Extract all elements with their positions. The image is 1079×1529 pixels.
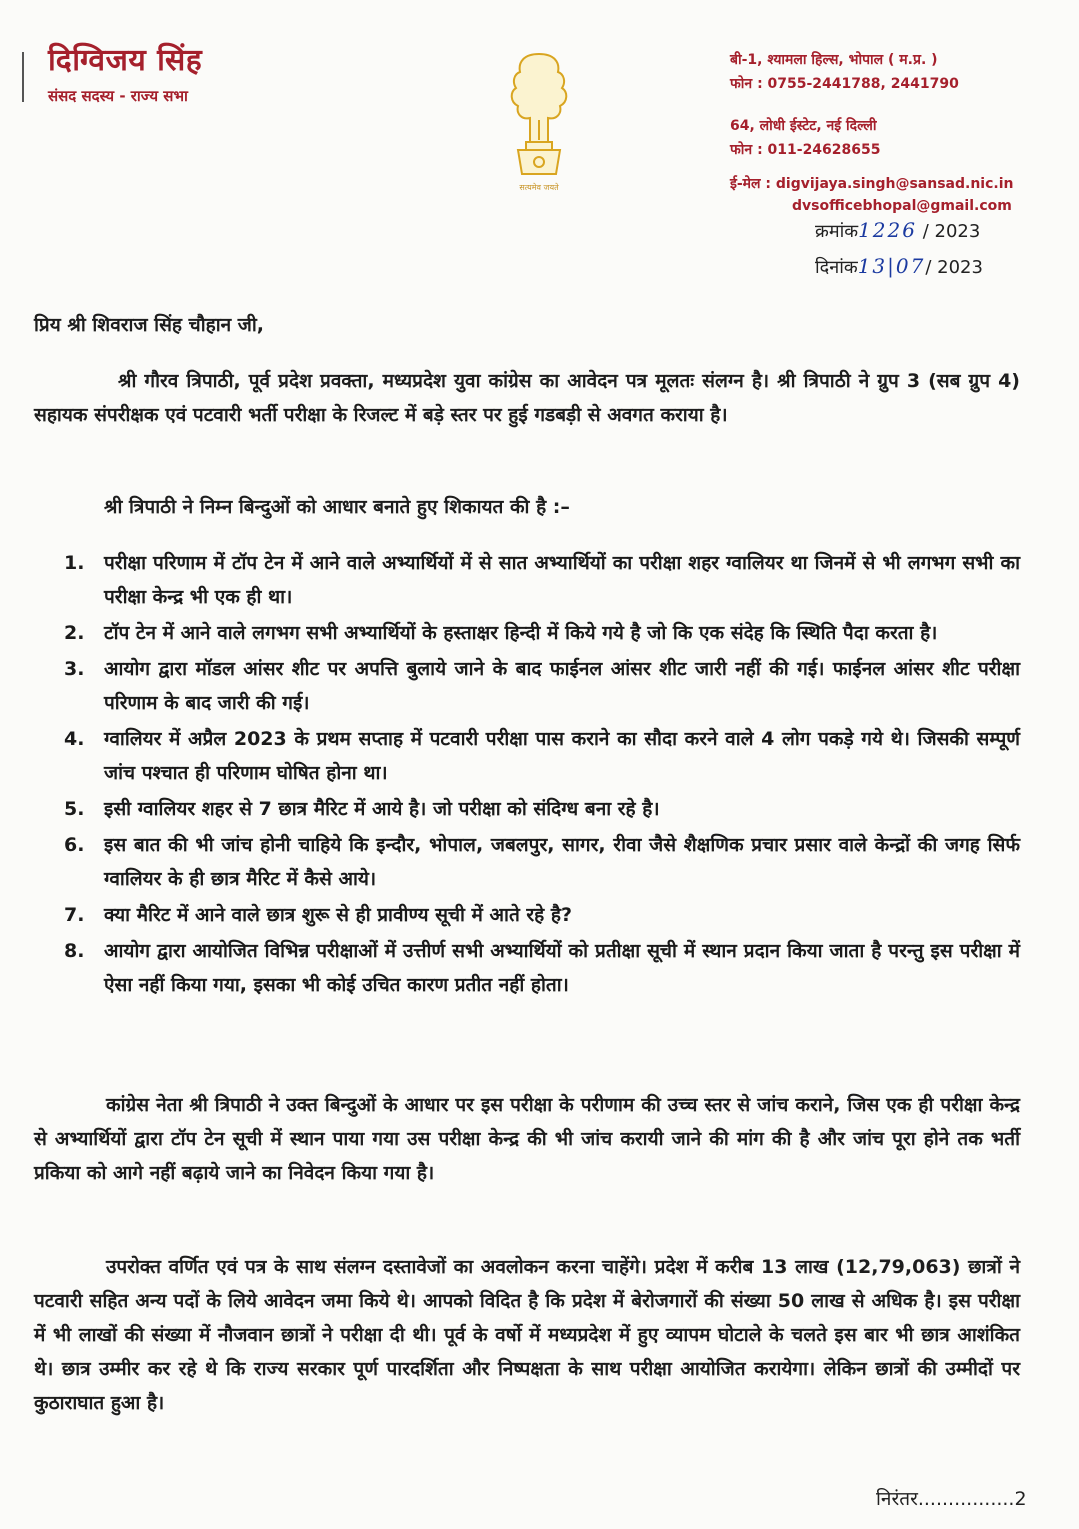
delhi-address: 64, लोधी ईस्टेट, नई दिल्ली <box>730 118 877 134</box>
email-line <box>730 174 1013 193</box>
point-number: 5. <box>64 798 85 820</box>
sender-name: दिग्विजय सिंह <box>48 43 203 78</box>
email-label: ई-मेल : <box>730 176 776 192</box>
point-text: टॉप टेन में आने वाले लगभग सभी अभ्यार्थियों के हस्ताक्षर हिन्दी में किये गये है जो कि एक संदेह कि स्थिति पैदा करता है। <box>104 622 938 644</box>
point-text: क्या मैरिट में आने वाले छात्र शुरू से ही प्रावीण्य सूची में आते रहे है? <box>104 904 572 926</box>
point-text: परीक्षा परिणाम में टॉप टेन में आने वाले अभ्यार्थियों में से सात अभ्यार्थियों का परीक्षा शहर ग्वालियर था जिनमें से भी लगभग सभी का परीक्षा केन्द्र भी एक ही था। <box>104 552 1020 608</box>
bhopal-address: बी-1, श्यामला हिल्स, भोपाल ( म.प्र. ) <box>730 52 938 68</box>
point-text: इसी ग्वालियर शहर से 7 छात्र मैरिट में आये है। जो परीक्षा को संदिग्ध बना रहे है। <box>104 798 660 820</box>
margin-mark <box>22 52 24 102</box>
paragraph-intro: श्री गौरव त्रिपाठी, पूर्व प्रदेश प्रवक्ता, मध्यप्रदेश युवा कांग्रेस का आवेदन पत्र मूलतः संलग्न है। श्री त्रिपाठी ने ग्रुप 3 (सब ग्रुप 4) सहायक संपरीक्षक एवं पटवारी भर्ती परीक्षा के रिजल्ट में बड़े स्तर पर हुई गडबड़ी से अवगत कराया है। <box>34 370 1020 426</box>
sender-designation: संसद सदस्य - राज्य सभा <box>48 87 188 105</box>
reference-number-label: क्रमांक <box>815 221 859 242</box>
points-intro: श्री त्रिपाठी ने निम्न बिन्दुओं को आधार बनाते हुए शिकायत की है :– <box>104 496 570 518</box>
reference-date <box>815 254 983 279</box>
point-text: ग्वालियर में अप्रैल 2023 के प्रथम सप्ताह में पटवारी परीक्षा पास कराने का सौदा करने वाले 4 लोग पकड़े गये थे। जिसकी सम्पूर्ण जांच पश्चात ही परिणाम घोषित होना था। <box>104 728 1020 784</box>
point-number: 7. <box>64 904 85 926</box>
complaint-points-list <box>34 546 1020 1004</box>
emblem-motto: सत्यमेव जयते <box>519 183 559 192</box>
national-emblem-icon <box>496 46 582 196</box>
complaint-point <box>34 934 1020 1002</box>
bhopal-phone: फोन : 0755-2441788, 2441790 <box>730 76 959 92</box>
point-number: 4. <box>64 728 85 750</box>
reference-number-handwritten: 1226 <box>858 218 917 242</box>
complaint-point <box>34 828 1020 896</box>
email-primary[interactable]: digvijaya.singh@sansad.nic.in <box>775 176 1014 192</box>
complaint-point <box>34 616 1020 650</box>
salutation: प्रिय श्री शिवराज सिंह चौहान जी, <box>34 314 265 336</box>
point-number: 1. <box>64 552 85 574</box>
reference-number <box>815 218 980 243</box>
paragraph-context: उपरोक्त वर्णित एवं पत्र के साथ संलग्न दस्तावेजों का अवलोकन करना चाहेंगे। प्रदेश में करीब 13 लाख (12,79,063) छात्रों ने पटवारी सहित अन्य पदों के लिये आवेदन जमा किये थे। आपको विदित है कि प्रदेश में बेरोजगारों की संख्या 50 लाख से अधिक है। इस परीक्षा में भी लाखों की संख्या में नौजवान छात्रों ने परीक्षा दी थी। पूर्व के वर्षो में मध्यप्रदेश में हुए व्यापम घोटाले के चलते इस बार भी छात्र आशंकित थे। छात्र उम्मीर कर रहे थे कि राज्य सरकार पूर्ण पारदर्शिता और निष्पक्षता के साथ परीक्षा आयोजित करायेगा। लेकिन छात्रों की उम्मीदों पर कुठाराघात हुआ है। <box>34 1256 1021 1414</box>
point-text: आयोग द्वारा मॉडल आंसर शीट पर अपत्ति बुलाये जाने के बाद फाईनल आंसर शीट जारी नहीं की गई। फाईनल आंसर शीट परीक्षा परिणाम के बाद जारी की गई। <box>104 658 1020 714</box>
delhi-phone: फोन : 011-24628655 <box>730 142 881 158</box>
point-number: 6. <box>64 834 85 856</box>
reference-number-year: / 2023 <box>922 221 981 242</box>
email-secondary[interactable]: dvsofficebhopal@gmail.com <box>792 198 1012 214</box>
reference-date-label: दिनांक <box>815 257 858 278</box>
reference-date-handwritten: 13|07 <box>857 254 926 278</box>
paragraph-demand: कांग्रेस नेता श्री त्रिपाठी ने उक्त बिन्दुओं के आधार पर इस परीक्षा के परीणाम की उच्च स्तर से जांच कराने, जिस एक ही परीक्षा केन्द्र से अभ्यार्थियों द्वारा टॉप टेन सूची में स्थान पाया गया उस परीक्षा केन्द्र की भी जांच करायी जाने की मांग की है और जांच पूरा होने तक भर्ती प्रकिया को आगे नहीं बढ़ाये जाने का निवेदन किया गया है। <box>34 1094 1020 1184</box>
point-text: आयोग द्वारा आयोजित विभिन्न परीक्षाओं में उत्तीर्ण सभी अभ्यार्थियों को प्रतीक्षा सूची में स्थान प्रदान किया जाता है परन्तु इस परीक्षा में ऐसा नहीं किया गया, इसका भी कोई उचित कारण प्रतीत नहीं होता। <box>104 940 1020 996</box>
complaint-point <box>34 722 1020 790</box>
point-number: 2. <box>64 622 85 644</box>
point-text: इस बात की भी जांच होनी चाहिये कि इन्दौर, भोपाल, जबलपुर, सागर, रीवा जैसे शैक्षणिक प्रचार प्रसार वाले केन्द्रों की जगह सिर्फ ग्वालियर के ही छात्र मैरिट में कैसे आये। <box>104 834 1020 890</box>
continued-note: निरंतर................2 <box>876 1488 1027 1510</box>
complaint-point <box>34 898 1020 932</box>
point-number: 8. <box>64 940 85 962</box>
complaint-point <box>34 652 1020 720</box>
complaint-point <box>34 792 1020 826</box>
reference-date-year: / 2023 <box>925 257 983 278</box>
point-number: 3. <box>64 658 85 680</box>
complaint-point <box>34 546 1020 614</box>
